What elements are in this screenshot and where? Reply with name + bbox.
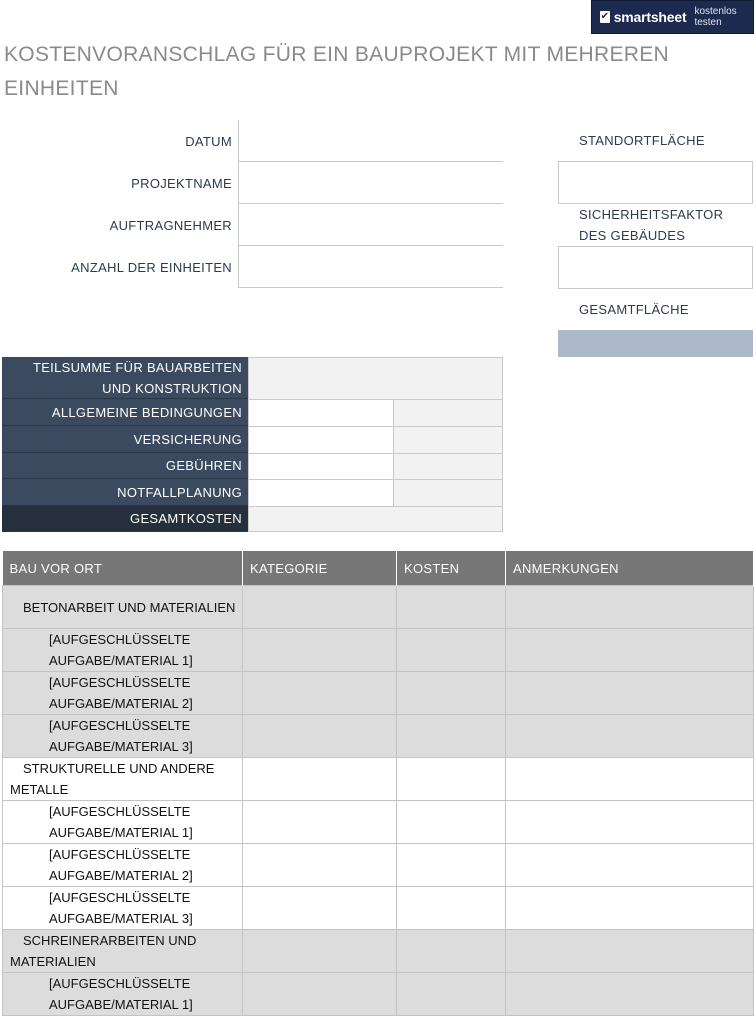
contingency-amount[interactable]: [393, 479, 503, 507]
row-description[interactable]: [3, 586, 243, 629]
table-row: [3, 973, 754, 1016]
notes-cell[interactable]: [506, 844, 754, 887]
total-area-field[interactable]: [558, 330, 753, 357]
table-row: [3, 844, 754, 887]
cost-cell[interactable]: [397, 672, 506, 715]
cost-cell[interactable]: [397, 629, 506, 672]
row-description[interactable]: [AUFGESCHLÜSSELTE AUFGABE/MATERIAL 2]: [3, 672, 243, 715]
subtotal-value[interactable]: [248, 357, 503, 400]
insurance-label: VERSICHERUNG: [2, 426, 248, 453]
row-description[interactable]: [AUFGESCHLÜSSELTE AUFGABE/MATERIAL 2]: [3, 844, 243, 887]
table-header-row: [3, 551, 754, 586]
notes-cell[interactable]: [506, 930, 754, 973]
total-area-label: GESAMTFLÄCHE: [579, 302, 689, 317]
safety-factor-label: SICHERHEITSFAKTOR DES GEBÄUDES: [579, 207, 724, 243]
cost-cell[interactable]: [397, 801, 506, 844]
section-title: STRUKTURELLE UND ANDERE METALLE: [10, 761, 215, 797]
contractor-field[interactable]: [238, 204, 503, 246]
notes-cell[interactable]: [506, 887, 754, 930]
smartsheet-trial-button[interactable]: [591, 0, 754, 34]
table-row: [3, 586, 754, 629]
trial-cta: kostenlos testen: [694, 6, 737, 28]
cost-table: [2, 551, 754, 1016]
row-description[interactable]: [AUFGESCHLÜSSELTE AUFGABE/MATERIAL 1]: [3, 973, 243, 1016]
cost-cell[interactable]: [397, 758, 506, 801]
notes-cell[interactable]: [506, 758, 754, 801]
notes-cell[interactable]: [506, 629, 754, 672]
category-cell[interactable]: [243, 973, 397, 1016]
category-cell[interactable]: [243, 629, 397, 672]
general-conditions-label: ALLGEMEINE BEDINGUNGEN: [2, 399, 248, 426]
cost-cell[interactable]: [397, 973, 506, 1016]
cost-cell[interactable]: [397, 887, 506, 930]
site-area-field[interactable]: [558, 161, 753, 204]
safety-factor-field[interactable]: [558, 246, 753, 289]
fees-value[interactable]: [248, 453, 394, 480]
row-description[interactable]: [AUFGESCHLÜSSELTE AUFGABE/MATERIAL 3]: [3, 887, 243, 930]
table-row: [3, 801, 754, 844]
category-cell[interactable]: [243, 844, 397, 887]
category-cell[interactable]: [243, 887, 397, 930]
unit-count-label: ANZAHL DER EINHEITEN: [71, 259, 232, 275]
general-conditions-amount[interactable]: [393, 399, 503, 427]
fees-amount[interactable]: [393, 453, 503, 480]
total-cost-label: GESAMTKOSTEN: [2, 506, 248, 532]
project-name-label: PROJEKTNAME: [131, 175, 232, 191]
cost-cell[interactable]: [397, 930, 506, 973]
row-description[interactable]: [3, 758, 243, 801]
table-row: [3, 887, 754, 930]
unit-count-field[interactable]: [238, 246, 503, 288]
category-cell[interactable]: [243, 930, 397, 973]
table-row: [3, 715, 754, 758]
subtotal-label: TEILSUMME FÜR BAUARBEITEN UND KONSTRUKTION: [2, 357, 248, 399]
row-description[interactable]: [AUFGESCHLÜSSELTE AUFGABE/MATERIAL 3]: [3, 715, 243, 758]
section-title: BETONARBEIT UND MATERIALIEN: [23, 599, 236, 615]
brand-name: smartsheet: [613, 9, 687, 25]
category-cell[interactable]: [243, 758, 397, 801]
project-name-field[interactable]: [238, 162, 503, 204]
table-row: [3, 930, 754, 973]
row-description[interactable]: [AUFGESCHLÜSSELTE AUFGABE/MATERIAL 1]: [3, 801, 243, 844]
fees-label: GEBÜHREN: [2, 453, 248, 479]
date-field[interactable]: [238, 120, 503, 162]
category-cell[interactable]: [243, 801, 397, 844]
notes-cell[interactable]: [506, 586, 754, 629]
notes-cell[interactable]: [506, 672, 754, 715]
row-description[interactable]: [3, 930, 243, 973]
date-label: DATUM: [185, 133, 232, 149]
notes-cell[interactable]: [506, 801, 754, 844]
table-row: [3, 758, 754, 801]
insurance-value[interactable]: [248, 426, 394, 454]
contingency-value[interactable]: [248, 479, 394, 507]
cost-cell[interactable]: [397, 844, 506, 887]
insurance-amount[interactable]: [393, 426, 503, 454]
category-cell[interactable]: [243, 672, 397, 715]
category-cell[interactable]: [243, 715, 397, 758]
cost-cell[interactable]: [397, 586, 506, 629]
column-header-notes: ANMERKUNGEN: [506, 551, 754, 586]
page-title: KOSTENVORANSCHLAG FÜR EIN BAUPROJEKT MIT MEHREREN EINHEITEN: [4, 43, 670, 100]
check-icon: ✔: [600, 11, 610, 22]
site-area-label: STANDORTFLÄCHE: [579, 133, 705, 148]
column-header-cost: KOSTEN: [397, 551, 506, 586]
section-title: SCHREINERARBEITEN UND MATERIALIEN: [10, 933, 197, 969]
contingency-label: NOTFALLPLANUNG: [2, 479, 248, 506]
cost-cell[interactable]: [397, 715, 506, 758]
notes-cell[interactable]: [506, 973, 754, 1016]
table-row: [3, 672, 754, 715]
table-row: [3, 629, 754, 672]
column-header-category: KATEGORIE: [243, 551, 397, 586]
column-header-site: BAU VOR ORT: [3, 551, 243, 586]
contractor-label: AUFTRAGNEHMER: [109, 217, 232, 233]
row-description[interactable]: [AUFGESCHLÜSSELTE AUFGABE/MATERIAL 1]: [3, 629, 243, 672]
notes-cell[interactable]: [506, 715, 754, 758]
total-cost-value[interactable]: [248, 506, 503, 532]
general-conditions-value[interactable]: [248, 399, 394, 427]
category-cell[interactable]: [243, 586, 397, 629]
